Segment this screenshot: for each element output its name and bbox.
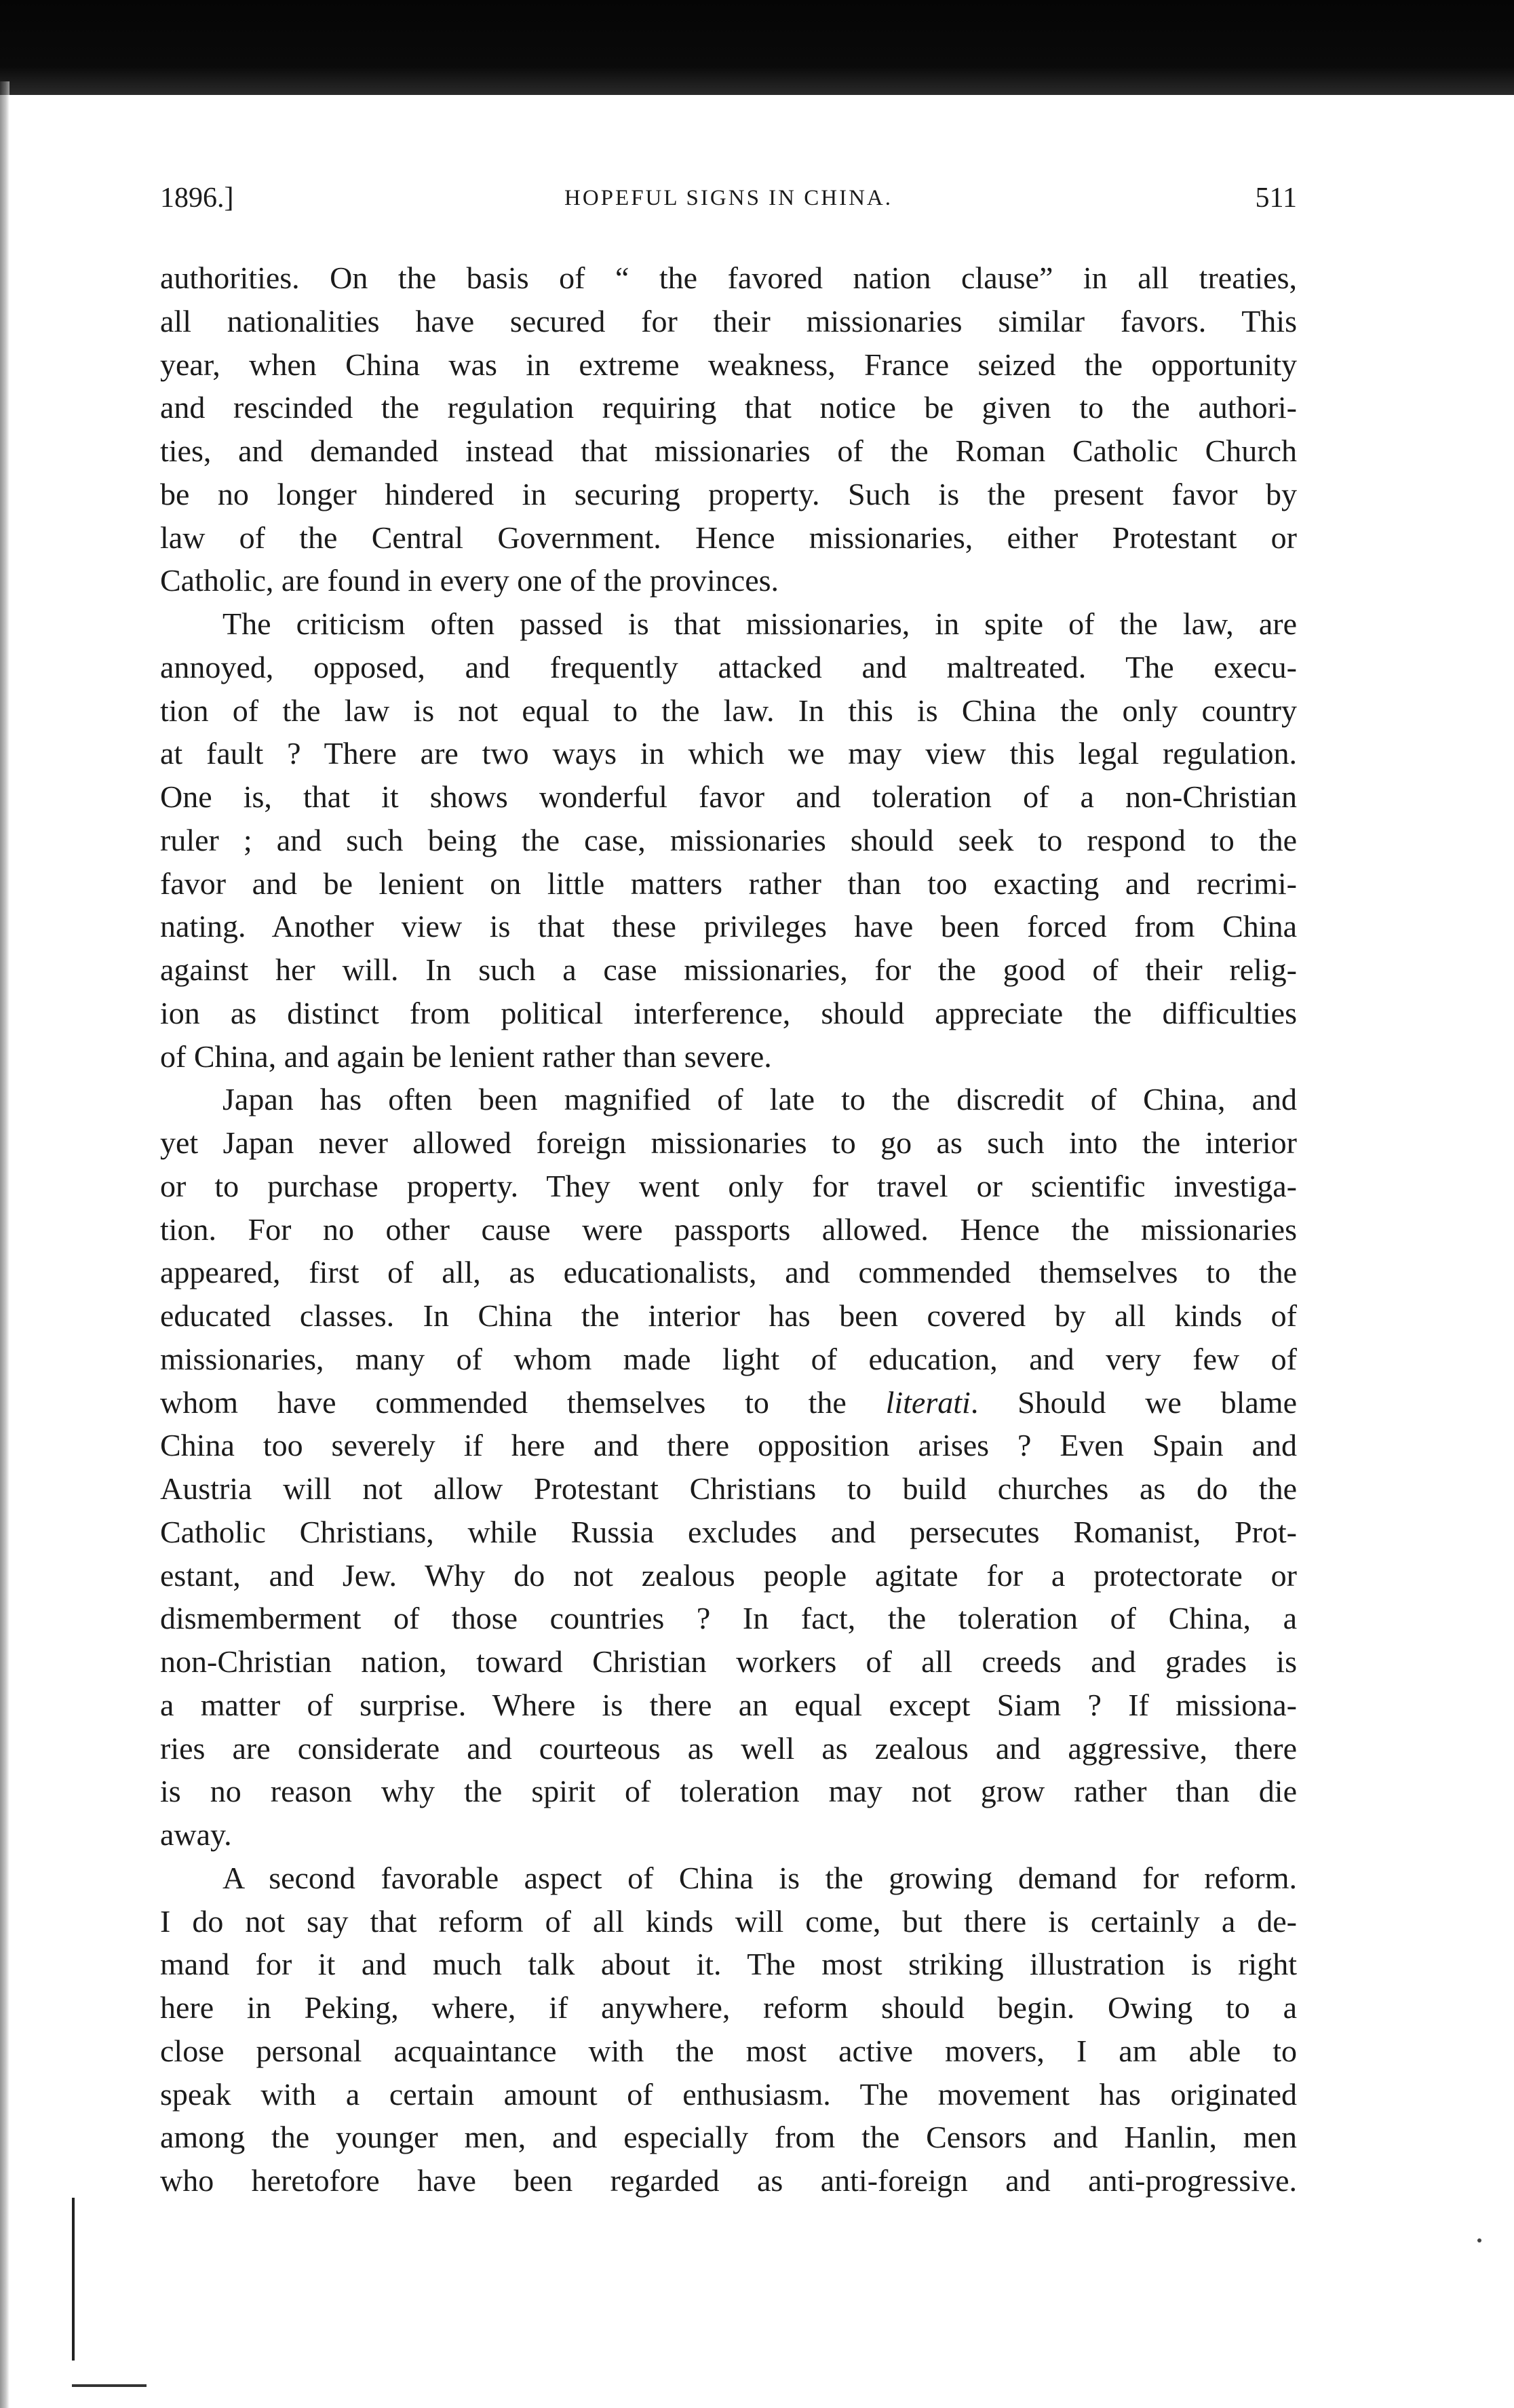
scan-edge-left [0, 81, 9, 2408]
text-line: ruler ; and such being the case, missionaries should seek to respond to the [160, 822, 1297, 857]
text-line: of China, and again be lenient rather than severe. [160, 1038, 772, 1074]
text-line: all nationalities have secured for their missionaries similar favors. This [160, 303, 1297, 338]
text-line: law of the Central Government. Hence missionaries, either Protestant or [160, 520, 1297, 555]
text-line: speak with a certain amount of enthusiasm. The movement has originated [160, 2076, 1297, 2112]
text-line: close personal acquaintance with the most active movers, I am able to [160, 2033, 1297, 2068]
italic-word: literati [885, 1384, 971, 1420]
text-line: away. [160, 1817, 232, 1852]
text-line: mand for it and much talk about it. The most striking illustration is right [160, 1947, 1297, 1982]
text-line: whom have commended themselves to the literati. Should we blame [160, 1384, 1297, 1420]
text-line: dismemberment of those countries ? In fact, the toleration of China, a [160, 1601, 1297, 1636]
text-line: non-Christian nation, toward Christian workers of all creeds and grades is [160, 1644, 1297, 1679]
text-line: China too severely if here and there opposition arises ? Even Spain and [160, 1428, 1297, 1463]
text-line: is no reason why the spirit of toleration may not grow rather than die [160, 1774, 1297, 1809]
text-line: ries are considerate and courteous as well as zealous and aggressive, there [160, 1730, 1297, 1766]
text-line: and rescinded the regulation requiring that notice be given to the authori- [160, 390, 1297, 425]
text-line: who heretofore have been regarded as anti-foreign and anti-progressive. [160, 2163, 1297, 2198]
text-line: missionaries, many of whom made light of education, and very few of [160, 1341, 1297, 1376]
margin-rule [72, 2198, 75, 2361]
page-body [160, 256, 1297, 2202]
text-line: Catholic Christians, while Russia excludes and persecutes Romanist, Prot- [160, 1514, 1297, 1549]
running-head [160, 178, 1297, 218]
text-line: a matter of surprise. Where is there an equal except Siam ? If missiona- [160, 1687, 1297, 1722]
text-line: annoyed, opposed, and frequently attacked and maltreated. The execu- [160, 649, 1297, 684]
text-line: The criticism often passed is that missionaries, in spite of the law, are [222, 606, 1297, 641]
ink-speck [1477, 2238, 1481, 2242]
text-line: be no longer hindered in securing property. Such is the present favor by [160, 476, 1297, 511]
text-line: tion. For no other cause were passports allowed. Hence the missionaries [160, 1211, 1297, 1247]
text-line: Austria will not allow Protestant Christians to build churches as do the [160, 1471, 1297, 1506]
text-line: at fault ? There are two ways in which we may view this legal regulation. [160, 736, 1297, 771]
text-line: favor and be lenient on little matters rather than too exacting and recrimi- [160, 866, 1297, 901]
text-line: Japan has often been magnified of late to the discredit of China, and [222, 1082, 1297, 1117]
header-year: 1896.] [160, 182, 234, 214]
text-line: educated classes. In China the interior has been covered by all kinds of [160, 1298, 1297, 1333]
text-line: year, when China was in extreme weakness, France seized the opportunity [160, 347, 1297, 382]
text-line: A second favorable aspect of China is the growing demand for reform. [222, 1860, 1297, 1895]
text-line: yet Japan never allowed foreign missionaries to go as such into the interior [160, 1125, 1297, 1160]
page-number: 511 [1255, 182, 1297, 214]
text-line: authorities. On the basis of “ the favored nation clause” in all treaties, [160, 260, 1297, 295]
text-line: appeared, first of all, as educationalists, and commended themselves to the [160, 1255, 1297, 1290]
header-title: HOPEFUL SIGNS IN CHINA. [564, 186, 893, 210]
text-line: here in Peking, where, if anywhere, reform should begin. Owing to a [160, 1990, 1297, 2025]
text-line: ties, and demanded instead that missionaries of the Roman Catholic Church [160, 433, 1297, 468]
text-line: tion of the law is not equal to the law. In this is China the only country [160, 693, 1297, 728]
text-line: One is, that it shows wonderful favor and toleration of a non-Christian [160, 779, 1297, 814]
text-line: Catholic, are found in every one of the provinces. [160, 563, 779, 598]
margin-tick [72, 2384, 147, 2387]
text-line: or to purchase property. They went only for travel or scientific investiga- [160, 1168, 1297, 1203]
scan-border-top [0, 0, 1514, 95]
text-line: nating. Another view is that these privileges have been forced from China [160, 909, 1297, 944]
text-line: estant, and Jew. Why do not zealous people agitate for a protectorate or [160, 1557, 1297, 1593]
text-line: among the younger men, and especially from the Censors and Hanlin, men [160, 2120, 1297, 2155]
text-line: against her will. In such a case missionaries, for the good of their relig- [160, 952, 1297, 987]
text-line: I do not say that reform of all kinds will come, but there is certainly a de- [160, 1903, 1297, 1939]
text-line: ion as distinct from political interference, should appreciate the difficulties [160, 995, 1297, 1030]
